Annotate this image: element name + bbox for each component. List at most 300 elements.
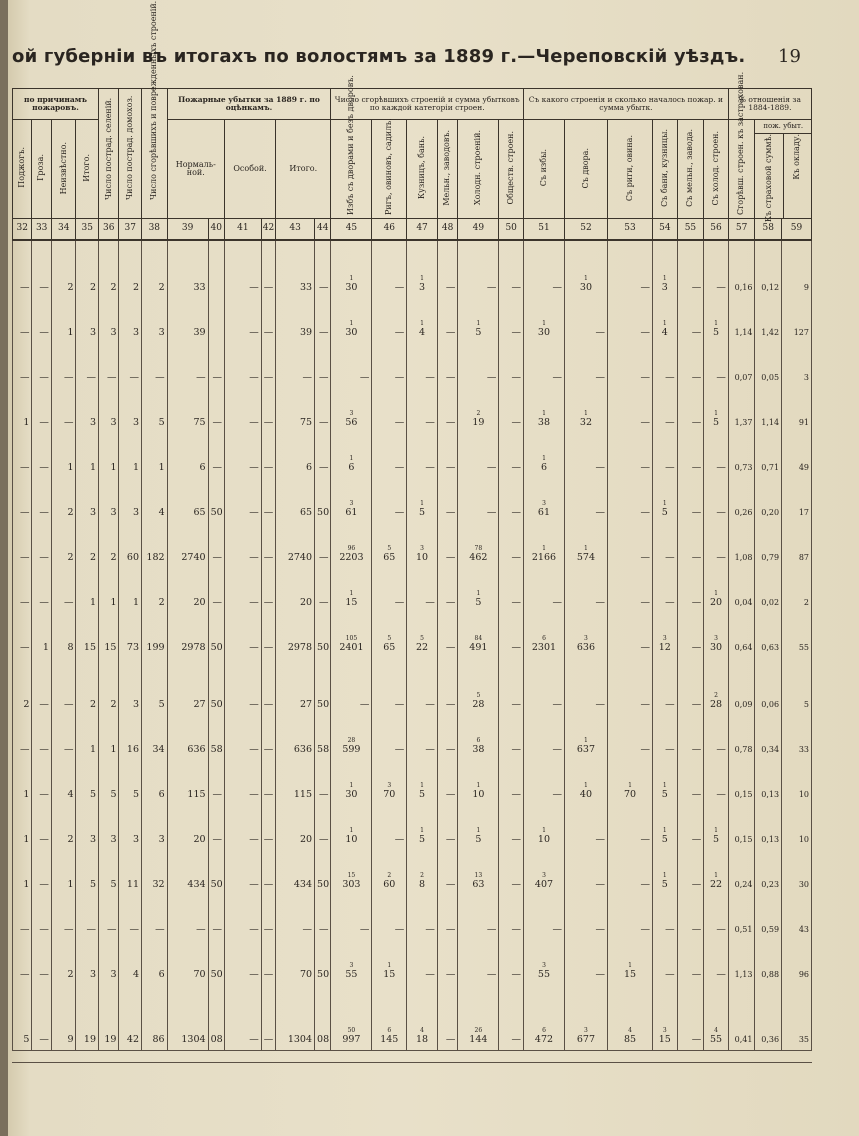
cell-value: — xyxy=(445,597,456,608)
cell-count: 1 xyxy=(420,500,424,507)
cell-value: 5 xyxy=(803,700,809,709)
cell-value: — xyxy=(716,744,726,755)
table-cell xyxy=(276,298,315,343)
table-cell xyxy=(372,388,407,433)
cell-value: — xyxy=(19,969,30,980)
cell-value: — xyxy=(425,924,435,935)
table-cell xyxy=(167,613,208,658)
table-cell xyxy=(224,658,261,715)
cell-value: — xyxy=(63,744,74,755)
cell-count: 1 xyxy=(476,782,481,789)
table-cell xyxy=(119,523,142,568)
table-cell xyxy=(99,343,119,388)
cell-value: — xyxy=(249,744,259,755)
table-cell xyxy=(208,298,224,343)
table-cell xyxy=(99,658,119,715)
table-cell xyxy=(437,568,457,613)
cell-value: — xyxy=(263,552,274,563)
cell-value: — xyxy=(86,372,97,383)
table-cell xyxy=(331,523,372,568)
cell-value: 0,15 xyxy=(734,790,753,799)
table-cell xyxy=(331,715,372,760)
cell-value: 3 xyxy=(661,282,668,293)
cell-value: 434 xyxy=(293,879,313,890)
column-number: 34 xyxy=(51,219,76,241)
table-cell xyxy=(458,523,499,568)
table-cell xyxy=(119,568,142,613)
cell-count: 26 xyxy=(474,1027,483,1034)
table-cell xyxy=(437,478,457,523)
table-cell xyxy=(76,805,99,850)
table-cell xyxy=(276,343,315,388)
cell-value: 3 xyxy=(158,327,165,338)
cell-value: — xyxy=(716,372,726,383)
table-cell xyxy=(704,850,729,895)
cell-value: 636 xyxy=(576,642,596,653)
cell-value: — xyxy=(595,327,605,338)
table-cell xyxy=(99,568,119,613)
cell-value: — xyxy=(318,417,329,428)
table-cell xyxy=(276,240,315,298)
cell-value: — xyxy=(716,507,726,518)
cell-value: 30 xyxy=(537,327,551,338)
cell-value: 8 xyxy=(419,879,426,890)
table-cell xyxy=(32,715,51,760)
cell-value: 65 xyxy=(383,642,396,653)
table-cell xyxy=(564,388,607,433)
table-cell xyxy=(208,478,224,523)
cell-value: 60 xyxy=(383,879,396,890)
table-cell xyxy=(607,940,652,985)
table-cell xyxy=(564,760,607,805)
table-cell xyxy=(458,850,499,895)
table-cell xyxy=(704,940,729,985)
cell-value: 0,09 xyxy=(734,700,753,709)
cell-value: — xyxy=(445,372,456,383)
table-cell xyxy=(728,940,755,985)
table-cell xyxy=(224,433,261,478)
table-cell xyxy=(653,613,678,658)
cell-value: — xyxy=(263,1034,274,1045)
table-cell xyxy=(13,658,32,715)
cell-value: 58 xyxy=(317,744,330,755)
col-57-header: Сгорѣвш. строен. къ застрахован. xyxy=(728,120,755,219)
table-cell xyxy=(755,805,782,850)
cell-count: 1 xyxy=(476,590,481,597)
cell-value: 0,88 xyxy=(761,970,780,979)
table-cell xyxy=(607,240,652,298)
table-cell xyxy=(142,805,168,850)
table-cell xyxy=(119,895,142,940)
cell-value: — xyxy=(691,879,702,890)
table-cell xyxy=(677,940,704,985)
col-53-header: Съ риги, овина. xyxy=(607,120,652,219)
cell-count: 6 xyxy=(476,737,481,744)
column-number: 33 xyxy=(32,219,51,241)
cell-value: — xyxy=(106,372,117,383)
cell-value: — xyxy=(665,699,675,710)
table-cell xyxy=(331,760,372,805)
cell-value: 5 xyxy=(419,507,426,518)
cell-count: 3 xyxy=(584,635,588,642)
table-cell xyxy=(142,523,168,568)
cell-value: 2 xyxy=(67,282,74,293)
table-cell xyxy=(524,850,565,895)
table-cell xyxy=(51,343,76,388)
cell-value: — xyxy=(19,282,30,293)
table-cell xyxy=(458,985,499,1051)
cell-value: 10 xyxy=(798,835,809,844)
table-cell xyxy=(167,240,208,298)
cell-value: 42 xyxy=(126,1034,140,1045)
cell-value: — xyxy=(486,372,497,383)
cell-value: — xyxy=(595,969,605,980)
cell-value: 199 xyxy=(146,642,165,653)
table-cell xyxy=(653,658,678,715)
cell-value: — xyxy=(716,969,726,980)
table-cell xyxy=(224,568,261,613)
table-cell xyxy=(32,523,51,568)
table-cell xyxy=(208,523,224,568)
cell-value: 3 xyxy=(89,417,97,428)
cell-value: 5 xyxy=(661,879,668,890)
cell-value: — xyxy=(640,879,651,890)
table-cell xyxy=(315,850,331,895)
group-causes-header: по причинамъ пожаровъ. xyxy=(13,89,99,120)
table-cell xyxy=(677,388,704,433)
table-cell xyxy=(564,240,607,298)
table-cell xyxy=(51,240,76,298)
table-cell xyxy=(76,760,99,805)
cell-value: 70 xyxy=(193,969,206,980)
table-cell xyxy=(653,940,678,985)
cell-count: 1 xyxy=(387,962,392,969)
cell-value: 1304 xyxy=(287,1034,313,1045)
table-cell xyxy=(13,895,32,940)
table-cell xyxy=(208,613,224,658)
cell-value: — xyxy=(691,597,702,608)
cell-value: 5 xyxy=(89,879,97,890)
table-cell xyxy=(372,850,407,895)
table-cell xyxy=(208,658,224,715)
table-row xyxy=(13,343,812,388)
table-cell xyxy=(224,478,261,523)
cell-value: 2740 xyxy=(181,552,206,563)
table-row xyxy=(13,478,812,523)
table-cell xyxy=(653,985,678,1051)
cell-value: — xyxy=(318,597,329,608)
cell-value: — xyxy=(394,372,405,383)
cell-value: 22 xyxy=(416,642,429,653)
cell-value: — xyxy=(263,879,274,890)
cell-value: 5 xyxy=(23,1034,30,1045)
cell-value: 0,26 xyxy=(734,508,753,517)
table-cell xyxy=(499,760,524,805)
cell-value: — xyxy=(511,507,521,518)
cell-count: 4 xyxy=(420,1027,424,1034)
cell-count: 1 xyxy=(542,320,546,327)
cell-value: — xyxy=(394,597,405,608)
cell-value: — xyxy=(249,834,259,845)
column-number-row xyxy=(13,219,812,241)
cell-value: — xyxy=(359,924,370,935)
cell-value: 20 xyxy=(299,834,313,845)
cell-value: 2 xyxy=(132,282,140,293)
cell-value: — xyxy=(263,417,274,428)
cell-value: 70 xyxy=(299,969,313,980)
table-cell xyxy=(458,568,499,613)
table-cell xyxy=(13,613,32,658)
table-cell xyxy=(331,895,372,940)
cell-value: 5 xyxy=(132,789,140,800)
table-cell xyxy=(728,613,755,658)
table-cell xyxy=(167,985,208,1051)
col-37-header: Число пострад. домохоз. xyxy=(119,89,142,219)
cell-count: 1 xyxy=(584,275,588,282)
table-cell xyxy=(32,658,51,715)
cell-count: 1 xyxy=(349,455,354,462)
table-cell xyxy=(728,478,755,523)
cell-value: 3 xyxy=(132,834,140,845)
table-cell xyxy=(119,298,142,343)
page-title: ой губерніи въ итогахъ по волостямъ за 1889 г.—Череповскій уѣздъ. xyxy=(12,46,746,67)
cell-value: 55 xyxy=(537,969,551,980)
table-cell xyxy=(372,523,407,568)
table-cell xyxy=(261,613,275,658)
cell-value: — xyxy=(691,642,702,653)
table-cell xyxy=(315,715,331,760)
table-cell xyxy=(564,850,607,895)
table-cell xyxy=(728,895,755,940)
cell-count: 1 xyxy=(584,782,588,789)
table-cell xyxy=(142,298,168,343)
table-cell xyxy=(315,433,331,478)
table-cell xyxy=(315,658,331,715)
table-cell xyxy=(32,895,51,940)
cell-value: — xyxy=(445,1034,456,1045)
table-cell xyxy=(437,850,457,895)
cell-value: — xyxy=(716,789,726,800)
cell-value: 1 xyxy=(23,879,30,890)
table-cell xyxy=(99,240,119,298)
table-cell xyxy=(782,715,812,760)
cell-value: — xyxy=(263,462,274,473)
col-48-header: Мельн., заводовъ. xyxy=(437,120,457,219)
cell-value: 0,16 xyxy=(734,283,753,292)
table-cell xyxy=(224,240,261,298)
table-cell xyxy=(458,613,499,658)
cell-value: — xyxy=(640,507,651,518)
cell-value: — xyxy=(691,417,702,428)
cell-value: 5 xyxy=(661,789,668,800)
cell-value: 50 xyxy=(317,699,330,710)
table-cell xyxy=(32,298,51,343)
cell-count: 1 xyxy=(714,590,718,597)
table-cell xyxy=(458,940,499,985)
cell-value: 32 xyxy=(579,417,592,428)
cell-value: — xyxy=(486,282,497,293)
table-row xyxy=(13,895,812,940)
table-cell xyxy=(276,895,315,940)
cell-count: 1 xyxy=(662,275,667,282)
table-row xyxy=(13,715,812,760)
cell-value: — xyxy=(263,507,274,518)
table-cell xyxy=(167,940,208,985)
table-row xyxy=(13,568,812,613)
cell-value: 40 xyxy=(579,789,592,800)
cell-value: — xyxy=(511,924,521,935)
column-number: 53 xyxy=(607,219,652,241)
cell-value: 3 xyxy=(132,327,140,338)
table-cell xyxy=(704,760,729,805)
table-cell xyxy=(524,658,565,715)
cell-value: — xyxy=(595,507,605,518)
cell-value: — xyxy=(552,372,562,383)
cell-value: 0,13 xyxy=(761,835,780,844)
table-cell xyxy=(76,298,99,343)
cell-value: 1 xyxy=(42,642,49,653)
cell-value: 3 xyxy=(803,373,809,382)
cell-count: 4 xyxy=(628,1027,632,1034)
cell-value: 1 xyxy=(89,597,97,608)
table-cell xyxy=(76,523,99,568)
table-cell xyxy=(407,343,438,388)
cell-value: 32 xyxy=(152,879,165,890)
cell-value: — xyxy=(394,327,405,338)
table-cell xyxy=(407,658,438,715)
table-cell xyxy=(76,433,99,478)
cell-value: — xyxy=(318,372,329,383)
table-cell xyxy=(782,805,812,850)
table-cell xyxy=(607,568,652,613)
table-cell xyxy=(407,895,438,940)
table-body xyxy=(13,240,812,1051)
table-cell xyxy=(782,433,812,478)
table-cell xyxy=(407,760,438,805)
col-38-header: Число сгорѣвшихъ и поврежденныхъ строеній. xyxy=(142,89,168,219)
column-number: 52 xyxy=(564,219,607,241)
cell-value: — xyxy=(249,372,259,383)
cell-count: 3 xyxy=(714,635,718,642)
cell-value: — xyxy=(640,834,651,845)
cell-value: 2 xyxy=(23,699,30,710)
cell-value: 2 xyxy=(803,598,809,607)
cell-value: 472 xyxy=(534,1034,554,1045)
table-cell xyxy=(677,805,704,850)
cell-value: — xyxy=(155,924,165,935)
cell-value: — xyxy=(486,924,497,935)
cell-count: 1 xyxy=(584,410,588,417)
table-cell xyxy=(224,760,261,805)
table-row xyxy=(13,940,812,985)
table-cell xyxy=(119,805,142,850)
table-cell xyxy=(167,850,208,895)
column-number: 41 xyxy=(224,219,261,241)
table-cell xyxy=(677,895,704,940)
table-cell xyxy=(407,568,438,613)
table-cell xyxy=(261,715,275,760)
col-49-header: Холодн. строеній. xyxy=(458,120,499,219)
cell-value: — xyxy=(665,372,675,383)
table-cell xyxy=(142,760,168,805)
cell-value: 1,37 xyxy=(734,418,753,427)
table-cell xyxy=(372,940,407,985)
cell-value: 0,64 xyxy=(734,643,753,652)
table-cell xyxy=(458,805,499,850)
table-cell xyxy=(224,715,261,760)
cell-value: — xyxy=(445,924,456,935)
table-row xyxy=(13,658,812,715)
cell-value: 3 xyxy=(89,507,97,518)
cell-value: — xyxy=(665,597,675,608)
cell-value: 2 xyxy=(89,699,97,710)
cell-value: — xyxy=(511,699,521,710)
table-cell xyxy=(315,940,331,985)
ratio-subheader: пож. убыт. xyxy=(755,120,811,134)
cell-value: — xyxy=(691,1034,702,1045)
cell-value: — xyxy=(249,552,259,563)
table-cell xyxy=(499,240,524,298)
cell-value: — xyxy=(318,462,329,473)
cell-value: — xyxy=(39,372,49,383)
table-cell xyxy=(276,388,315,433)
table-cell xyxy=(728,433,755,478)
cell-count: 6 xyxy=(542,635,546,642)
cell-value: 75 xyxy=(299,417,313,428)
cell-value: 50 xyxy=(317,507,330,518)
table-cell xyxy=(458,760,499,805)
cell-value: — xyxy=(394,924,405,935)
cell-value: — xyxy=(511,969,521,980)
table-cell xyxy=(755,568,782,613)
table-cell xyxy=(32,478,51,523)
table-cell xyxy=(704,388,729,433)
table-cell xyxy=(99,433,119,478)
cell-value: 636 xyxy=(187,744,206,755)
table-cell xyxy=(51,850,76,895)
cell-value: 30 xyxy=(345,282,358,293)
cell-value: 28 xyxy=(709,699,723,710)
table-cell xyxy=(167,523,208,568)
cell-count: 1 xyxy=(542,410,546,417)
cell-value: 115 xyxy=(187,789,206,800)
cell-value: — xyxy=(63,372,74,383)
cell-value: — xyxy=(249,969,259,980)
table-cell xyxy=(677,613,704,658)
cell-value: — xyxy=(249,879,259,890)
table-cell xyxy=(782,343,812,388)
cell-value: — xyxy=(445,834,456,845)
table-cell xyxy=(276,985,315,1051)
col-47-header: Кузницъ, бань. xyxy=(407,120,438,219)
table-cell xyxy=(167,760,208,805)
table-cell xyxy=(261,760,275,805)
cell-value: 60 xyxy=(126,552,140,563)
cell-value: 10 xyxy=(416,552,429,563)
cell-value: 27 xyxy=(193,699,206,710)
table-cell xyxy=(524,343,565,388)
cell-value: 0,24 xyxy=(734,880,753,889)
cell-value: 2978 xyxy=(181,642,206,653)
table-cell xyxy=(276,715,315,760)
table-cell xyxy=(167,343,208,388)
cell-value: — xyxy=(425,417,435,428)
table-cell xyxy=(782,568,812,613)
table-cell xyxy=(331,240,372,298)
cell-value: 5 xyxy=(661,834,668,845)
table-cell xyxy=(458,895,499,940)
table-cell xyxy=(524,985,565,1051)
